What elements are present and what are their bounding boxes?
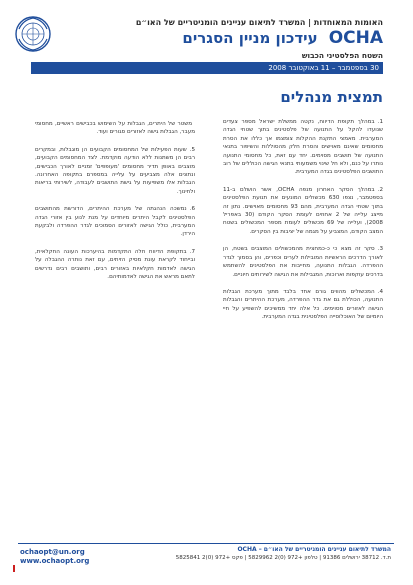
organization-line: האומות המאוחדות | המשרד לתיאום עניינים הומניטריים של האו״ם — [135, 18, 383, 27]
page-marker — [13, 565, 15, 572]
un-emblem-icon — [14, 15, 52, 53]
footer-website-link[interactable]: www.ochaopt.org — [20, 557, 90, 565]
date-bar — [31, 62, 383, 74]
footer-divider — [18, 543, 394, 544]
date-range: 30 בספטמבר – 11 באוקטובר 2008 — [268, 64, 379, 72]
paragraph: 4.המכשולים מהווים גורם אחד בלבד מתוך מערכת הגבלות התנועה, הכוללת גם את גדר ההפרדה, מערכת ההיתרים והגבלות הגישה לאזורים מסוימים. כל אלה יחד ממשיכים להשפיע על חיי היומיום של האוכלוסייה הפלסטינית בגדה המערבית. — [223, 288, 383, 321]
paragraph: משטר של היתרים, הגבלות על השימוש בכבישים ראשיים, מחסומי מעבר, הגבלות גישה לאזורים סגורים ועוד. — [35, 121, 195, 136]
section-heading: תמצית מנהלים — [280, 88, 383, 106]
title-text: עידכון מניין הסגרים — [182, 29, 318, 47]
footer-contact-line: ת.ד. 38712 ירושלים 91386 | טלפון +972 (0)2 5829962 | פקס +972 (0)2 5825841 — [175, 555, 391, 561]
paragraph: 3.סקר זה מצא כי כ-כמחצית מהמכשולים המוצבים בשטח, הן לאורך הדרכים הראשיות המובילות לערים וכפרים, והן בסמוך לגדר ההפרדה. הגבלות התנועה, מחייבות את הפלסטינים להשתמש בדרכים עוקפות וארוכות, המגבילות את הגישה לשירותים חיוניים. — [223, 246, 383, 278]
left-column — [35, 120, 195, 530]
paragraph: 7.בתקופת הדיווח חלה התקדמות בהיערכות העונה החקלאית, ובייחוד לקראת עונת מסיק הזיתים, עם זאת נותרה ההגבלה על הגישה לאדמות חקלאיות באזורים רבים, ותושבים רבים נדרשים לתאם מראש את הגישה לאדמותיהם. — [35, 248, 195, 281]
footer-org-line: המשרד לתיאום עניינים הומניטריים של האו״ם – OCHA — [237, 546, 391, 553]
area-line: השטח הפלסטיני הכבוש — [301, 51, 383, 60]
right-column — [223, 118, 383, 528]
footer-email-link[interactable]: ochaopt@un.org — [20, 548, 85, 556]
paragraph: 2.במהלך הסקר האחרון מנפה OCHA, אשר הושלם ב-11 בספטמבר, נצפו 630 מכשולים המונעים את תנועת הפלסטינים בתוך שטחי הגדה המערבית, מהם 93 מחסומים מאוישים. נתון זה מייצג עלייה של 2 אחוזים לעומת הסקר הקודם (30 באפריל 2008), ועלייה של 69 מכשולים לעומת מספר המכשולים בשטח המצב הקודם, המצביע על מגמה של יציבות בין הסקרים. — [223, 186, 383, 235]
bulletin-title — [63, 28, 383, 48]
paragraph: 1.במהלך תקופת הדיווח, נקטה ממשלת ישראל מספר צעדים שנועדו להקל על התנועה של פלסטינים בתוך שטחי הגדה המערבית. מאמצי התקנת ההקלות צומצמו אך כללו את הסרת מחסומים שאינם מאוישים והסרת חלק מהסוללות והשיפור בתנאי התנועה של תושבים מסוימים. יחד עם זאת, כל מחסומי התנועה נותרו על כנם, ולא חל שינוי משמעותי בתנאי הגישה הכוללים של רוב התושבים הפלסטינים בגדה המערבית. — [223, 119, 383, 176]
ocha-wordmark: OCHA — [328, 28, 383, 48]
paragraph: 5.שעות הפעילות של המחסומים הקבועים הן מוגבלות, ובמקרים רבים הן משתנות ללא הודעה מוקדמת. לצד המחסומים הקבועים, מוצבים באופן תדיר מחסומים 'מעופפים' זמניים לאורך הכבישים, ונתונים אלה מצביעים על עלייה במספרם בתקופה האחרונה. הגבלות אלו משפיעות על גישת התושבים לעבודה, לשירותי בריאות ולחינוך. — [35, 146, 195, 195]
paragraph: 6.נמשכה הנהגתה של מערכת ההיתרים, הדורשת מהתושבים הפלסטינים לקבל היתרים מיוחדים על מנת לנוע בין אזורי הגדה המערבית, כולל הגישה לאזורים הסמוכים לגדר ההפרדה ולבקעת הירדן. — [35, 206, 195, 238]
